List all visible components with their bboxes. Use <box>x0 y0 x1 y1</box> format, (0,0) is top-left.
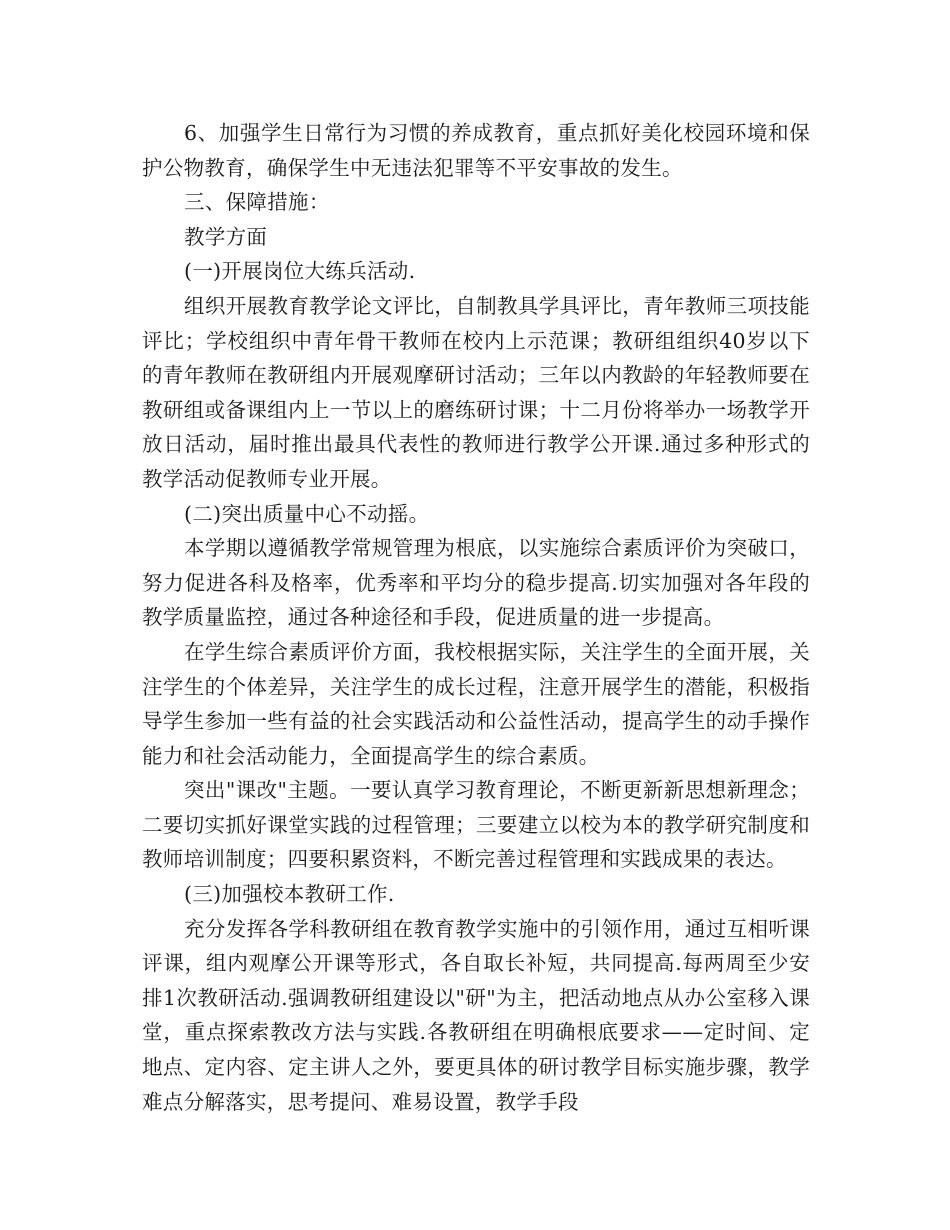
subheading-1: (一)开展岗位大练兵活动. <box>184 259 416 284</box>
section-heading-safeguards: 三、保障措施： <box>184 190 330 215</box>
subheading-2: (二)突出质量中心不动摇。 <box>184 501 430 526</box>
paragraph-reform: 突出"课改"主题。一要认真学习教育理论，不断更新新思想新理念；二要切实抓好课堂实践的过程管理；三要建立以校为本的教学研究制度和教师培训制度；四要积累资料，不断完善过程管理和实践成果的表达。 <box>142 778 810 872</box>
paragraph-evaluation: 在学生综合素质评价方面，我校根据实际，关注学生的全面开展，关注学生的个体差异，关注学生的成长过程，注意开展学生的潜能，积极指导学生参加一些有益的社会实践活动和公益性活动，提高学生的动手操作能力和社会活动能力，全面提高学生的综合素质。 <box>142 639 810 768</box>
paragraph-training: 组织开展教育教学论文评比，自制教具学具评比，青年教师三项技能评比；学校组织中青年骨干教师在校内上示范课；教研组组织40岁以下的青年教师在教研组内开展观摩研讨活动；三年以内教龄的年轻教师要在教研组或备课组内上一节以上的磨练研讨课；十二月份将举办一场教学开放日活动，届时推出最具代表性的教师进行教学公开课.通过多种形式的教学活动促教师专业开展。 <box>142 293 810 491</box>
paragraph-item-6: 6、加强学生日常行为习惯的养成教育，重点抓好美化校园环境和保护公物教育，确保学生中无违法犯罪等不平安事故的发生。 <box>142 121 810 180</box>
subheading-teaching: 教学方面 <box>184 224 268 249</box>
subheading-3: (三)加强校本教研工作. <box>184 882 395 907</box>
paragraph-research: 充分发挥各学科教研组在教育教学实施中的引领作用，通过互相听课评课，组内观摩公开课等形式，各自取长补短，共同提高.每两周至少安排1次教研活动.强调教研组建设以"研"为主，把活动地点从办公室移入课堂，重点探索教改方法与实践.各教研组在明确根底要求——定时间、定地点、定内容、定主讲人之外，要更具体的研讨教学目标实施步骤，教学难点分解落实，思考提问、难易设置，教学手段 <box>142 916 810 1114</box>
document-body <box>142 116 810 1119</box>
paragraph-quality: 本学期以遵循教学常规管理为根底，以实施综合素质评价为突破口，努力促进各科及格率，优秀率和平均分的稳步提高.切实加强对各年段的教学质量监控，通过各种途径和手段，促进质量的进一步提高。 <box>142 536 810 630</box>
